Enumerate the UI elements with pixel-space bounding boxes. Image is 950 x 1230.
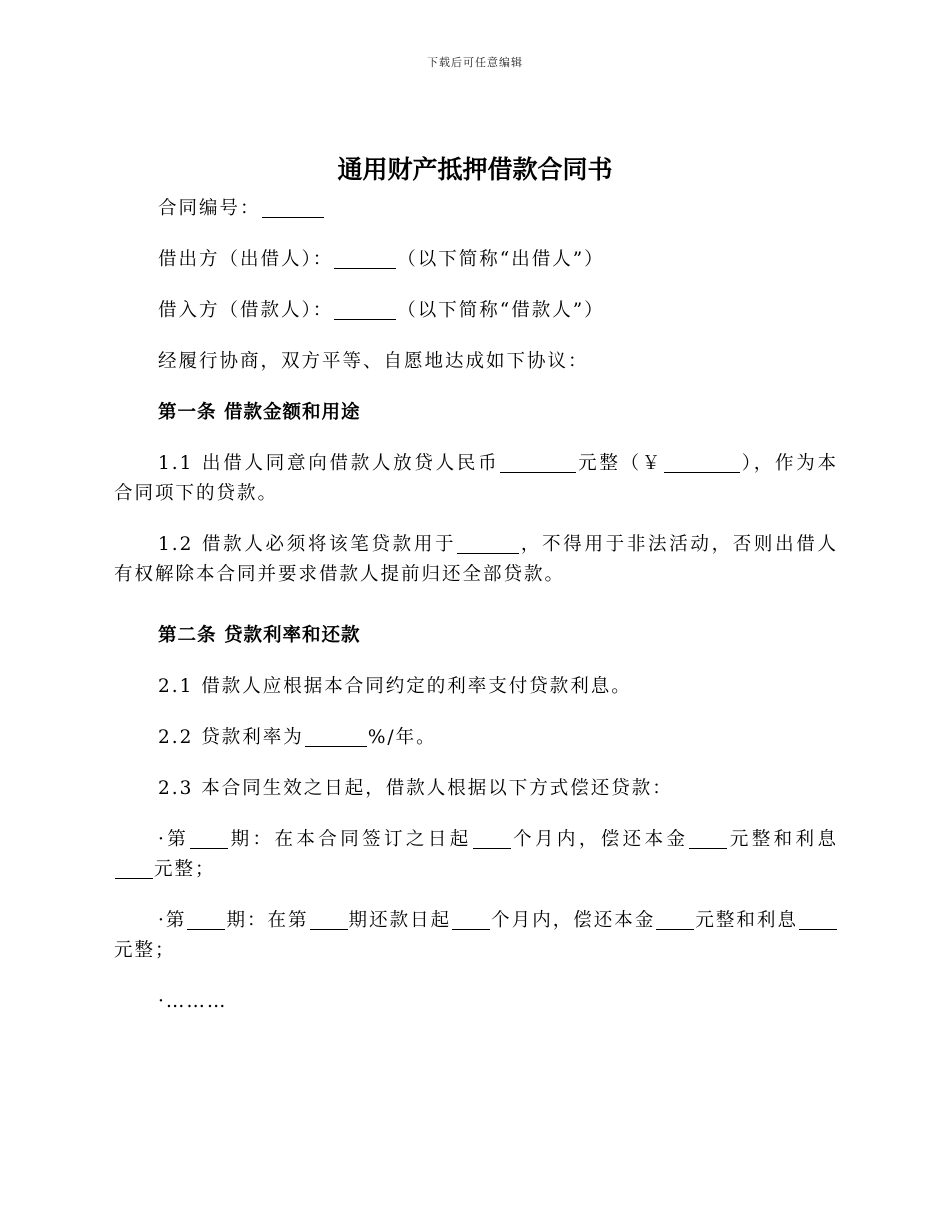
clause-1-1-text-b: 元整（￥	[577, 453, 664, 474]
lender-name-blank[interactable]	[334, 248, 396, 269]
installment-2-text-b: 期：在第	[226, 910, 309, 931]
installment-1-period-blank[interactable]	[190, 828, 228, 849]
clause-2-2	[114, 723, 838, 753]
clause-2-1: 2.1 借款人应根据本合同约定的利率支付贷款利息。	[158, 676, 632, 697]
installment-2	[114, 906, 838, 966]
borrower-line	[114, 296, 838, 326]
loan-purpose-blank[interactable]	[457, 533, 519, 554]
clause-2-3: 2.3 本合同生效之日起，借款人根据以下方式偿还贷款：	[158, 778, 673, 799]
article-2-heading: 第二条 贷款利率和还款	[158, 625, 361, 646]
lender-suffix: （以下简称“出借人”）	[397, 249, 605, 270]
installment-1-text-a: ·第	[158, 829, 190, 850]
document-title: 通用财产抵押借款合同书	[337, 155, 613, 184]
clause-1-1	[114, 449, 838, 509]
document-body	[114, 196, 838, 1038]
clause-1-1-text-a: 1.1 出借人同意向借款人放贷人民币	[158, 453, 500, 474]
preamble: 经履行协商，双方平等、自愿地达成如下协议：	[158, 351, 589, 372]
installment-2-period-blank[interactable]	[187, 909, 225, 930]
contract-number-label: 合同编号：	[158, 198, 261, 219]
clause-1-2	[114, 530, 838, 590]
installment-ellipsis: ·………	[158, 991, 228, 1012]
loan-amount-words-blank[interactable]	[500, 452, 576, 473]
contract-number-line	[114, 194, 838, 224]
installment-2-text-e: 元整和利息	[695, 910, 798, 931]
installment-2-months-blank[interactable]	[452, 909, 490, 930]
installment-2-principal-blank[interactable]	[656, 909, 694, 930]
installment-1-text-e: 元整；	[154, 859, 216, 880]
installment-2-interest-blank[interactable]	[799, 909, 837, 930]
installment-2-text-c: 期还款日起	[348, 910, 452, 931]
loan-amount-figures-blank[interactable]	[664, 452, 740, 473]
clause-1-1-text-c: ），作为本合同项下的贷款。	[114, 453, 838, 504]
installment-1-text-d: 元整和利息	[728, 829, 838, 850]
installment-2-text-d: 个月内，偿还本金	[491, 910, 656, 931]
installment-1-text-c: 个月内，偿还本金	[511, 829, 689, 850]
contract-number-blank[interactable]	[262, 197, 324, 218]
header-note: 下载后可任意编辑	[427, 56, 523, 69]
installment-2-previous-period-blank[interactable]	[310, 909, 348, 930]
article-1-heading: 第一条 借款金额和用途	[158, 402, 361, 423]
installment-2-text-a: ·第	[158, 910, 187, 931]
interest-rate-blank[interactable]	[305, 726, 367, 747]
lender-prefix: 借出方（出借人）：	[158, 249, 334, 270]
installment-1	[114, 825, 838, 885]
installment-1-months-blank[interactable]	[473, 828, 511, 849]
installment-1-interest-blank[interactable]	[115, 858, 153, 879]
borrower-suffix: （以下简称“借款人”）	[397, 300, 605, 321]
borrower-name-blank[interactable]	[334, 299, 396, 320]
clause-2-2-text-b: %/年。	[367, 727, 437, 748]
clause-1-2-text-a: 1.2 借款人必须将该笔贷款用于	[158, 534, 457, 555]
installment-2-text-f: 元整；	[114, 940, 176, 961]
installment-1-text-b: 期：在本合同签订之日起	[229, 829, 472, 850]
borrower-prefix: 借入方（借款人）：	[158, 300, 334, 321]
lender-line	[114, 245, 838, 275]
clause-1-2-text-b: ，不得用于非法活动，否则出借人有权解除本合同并要求借款人提前归还全部贷款。	[114, 534, 838, 585]
installment-1-principal-blank[interactable]	[689, 828, 727, 849]
clause-2-2-text-a: 2.2 贷款利率为	[158, 727, 304, 748]
